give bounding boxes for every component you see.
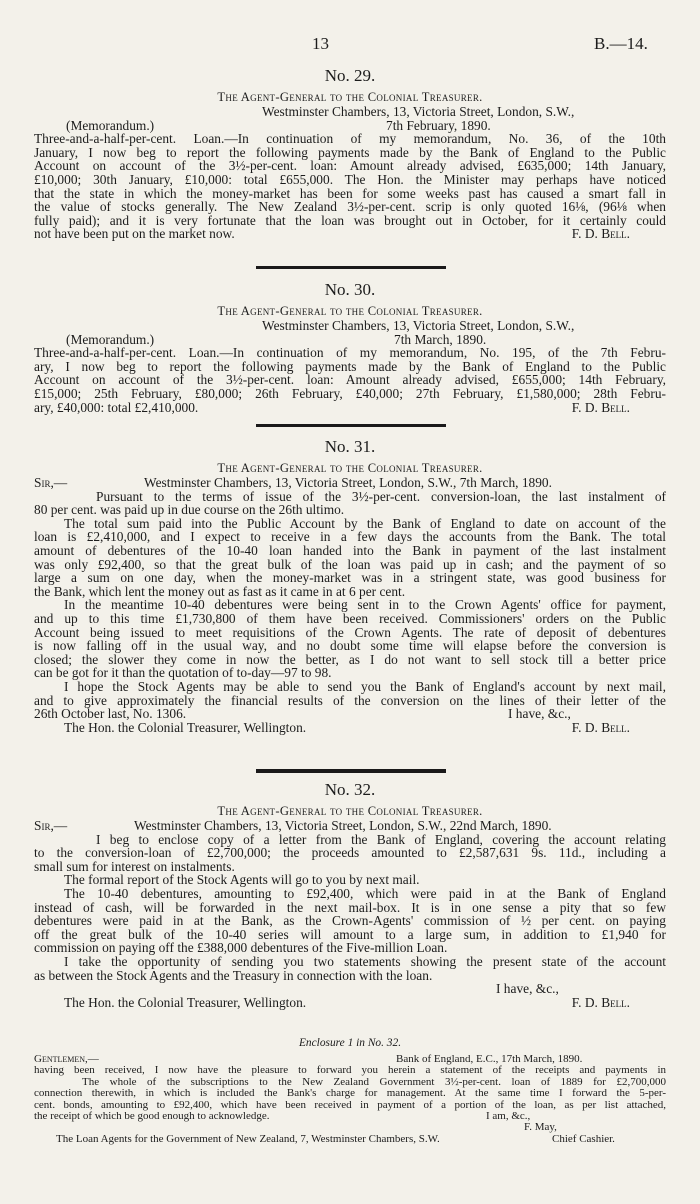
document-heading: The Agent-General to the Colonial Treasurer. [217,804,483,818]
body-line: not have been put on the market now. [34,226,235,242]
document-number: No. 32. [324,780,376,799]
page-header [0,34,700,54]
body-line: Account on account of the 3½-per-cent. loan: Amount already advised, £655,000; 14th February, [34,372,666,388]
signature: F. D. Bell. [571,399,630,415]
body-line: In the meantime 10-40 debentures were being sent in to the Crown Agents' office for payment, [64,597,666,613]
memo-label: (Memorandum.) [66,117,155,133]
body-line: ary, I now beg to report the following payments made by the Bank of England to the Public [34,358,666,374]
document-29 [34,66,666,241]
body-line: I hope the Stock Agents may be able to send you the Bank of England's account by next mail, [64,678,666,694]
body-line: and to give approximately the financial results of the conversion on the lines of their letter of the [34,692,666,708]
enclosure-signer: F. May, [524,1121,557,1134]
body-line: £15,000; 25th February, £80,000; 26th February, £40,000; 27th February, £1,580,000; 28th Febru- [34,385,666,401]
body-line: large a sum on one day, when the money-market was in a stringent state, was good business for [34,570,666,586]
body-line: is now falling off in the usual way, and no doubt some time will elapse before the conversion is [34,638,666,654]
enclosure-salutation-row [34,1054,666,1065]
enclosure-1 [34,1037,666,1145]
body-line: the value of stocks generally. The New Zealand 3½-per-cent. scrip is only quoted 16⅛, (96⅛ when [34,199,666,215]
addressee-row [34,721,666,735]
closing-row [34,401,666,415]
body-line: to the conversion-loan of £2,700,000; the proceeds amounted to £2,587,631 9s. 11d., including a [34,845,666,861]
document-number: No. 30. [324,280,376,299]
body-line: loan is £2,410,000, and I expect to receive in a few days the accounts from the Bank. The total [34,529,666,545]
memo-label: (Memorandum.) [66,331,155,347]
enclosure-salutation: Gentlemen,— [34,1053,99,1065]
body-line: and up to this time £1,730,800 of them have been received. Commissioners' orders on the Public [34,610,666,626]
letter-date: 7th March, 1890. [394,331,487,347]
signature: F. D. Bell. [571,719,630,735]
body-line: instead of cash, will be forwarded in the next mail-box. It is in one sense a pity that so few [34,899,666,915]
body-line: I take the opportunity of sending you two statements showing the present state of the account [64,953,666,969]
signature: F. D. Bell. [571,994,630,1010]
enclosure-closing: I am, &c., [486,1110,531,1123]
enclosure-addressee-row [34,1134,666,1145]
body-line: ary, £40,000: total £2,410,000. [34,399,199,415]
body-line: January, I now beg to report the following payments made by the Bank of England to the Public [34,144,666,160]
address-date: Westminster Chambers, 13, Victoria Street, London, S.W., 7th March, 1890. [144,475,552,490]
sender-address: Westminster Chambers, 13, Victoria Street, London, S.W., [262,318,575,333]
enclosure-title: Enclosure 1 in No. 32. [298,1037,402,1049]
addressee: The Hon. the Colonial Treasurer, Wellington. [64,719,307,735]
section-divider [256,769,446,773]
addressee-row [34,996,666,1010]
body-line: as between the Stock Agents and the Treasury in connection with the loan. [34,967,433,983]
body-line: commission on paying off the £388,000 debentures of the Five-million Loan. [34,940,448,956]
enclosure-ack-row [34,1111,666,1122]
closing: I have, &c., [508,706,571,722]
body-line: can be got for it than the quotation of to-day—97 to 98. [34,665,332,681]
body-line: The total sum paid into the Public Account by the Bank of England to date on account of the [64,515,666,531]
enclosure-line: cent. bonds, amounting to £92,400, which have been received in payment of a portion of the loan, as per list attached, [34,1098,666,1111]
body-line: was only £92,400, so that the great bulk of the loan was paid up in cash; and the payment of so [34,556,666,572]
body-line: that the state in which the money-market has been for some weeks past has caused a smart fall in [34,185,666,201]
letter-date: 7th February, 1890. [386,117,491,133]
signature: F. D. Bell. [571,226,630,242]
body-line: amount of debentures of the 10-40 loan handed into the Bank in payment of the last instalment [34,542,666,558]
body-line: £10,000; 30th January, £10,000: total £655,000. The Hon. the Minister may perhaps have noticed [34,171,666,187]
document-31 [34,437,666,734]
salutation: Sir,— [34,818,68,833]
memo-date-row [34,119,666,133]
body-line: 80 per cent. was paid up in due course on the 26th ultimo. [34,502,345,518]
body-line: fully paid); and it is very fortunate that the loan was brought out in October, for it certainly could [34,212,666,228]
address-date: Westminster Chambers, 13, Victoria Street, London, S.W., 22nd March, 1890. [134,818,552,833]
salutation: Sir,— [34,475,68,490]
page-reference: B.—14. [594,34,648,53]
enclosure-line: the receipt of which be good enough to acknowledge. [34,1110,270,1123]
document-number: No. 29. [324,66,376,85]
enclosure-line: having been received, I now have the pleasure to forward you herein a statement of the receipts and payments in [34,1064,666,1077]
section-divider [256,424,446,427]
body-line: off the great bulk of the 10-40 series will amount to a large sum, in addition to £1,940 for [34,926,666,942]
enclosure-line: The whole of the subscriptions to the New Zealand Government 3½-per-cent. loan of 1889 for £2,700,000 [82,1075,666,1088]
enclosure-place-date: Bank of England, E.C., 17th March, 1890. [396,1053,583,1065]
document-heading: The Agent-General to the Colonial Treasurer. [217,461,483,475]
body-line: I beg to enclose copy of a letter from the Bank of England, covering the account relating [96,831,666,847]
body-line: the Bank, which lent the money out as fast as it came in at 6 per cent. [34,583,406,599]
enclosure-addressee: The Loan Agents for the Government of New Zealand, 7, Westminster Chambers, S.W. [56,1132,440,1145]
body-line: Three-and-a-half-per-cent. Loan.—In continuation of my memorandum, No. 36, of the 10th [34,131,666,147]
closing-row [34,227,666,241]
document-32 [34,780,666,1009]
body-line: Pursuant to the terms of issue of the 3½-per-cent. conversion-loan, the last instalment of [96,488,666,504]
page-number: 13 [312,34,329,53]
body-line: Account being issued to meet requisitions of the Crown Agents. The rate of deposit of debentures [34,624,666,640]
sender-address: Westminster Chambers, 13, Victoria Street, London, S.W., [262,104,575,119]
body-line: Three-and-a-half-per-cent. Loan.—In continuation of my memorandum, No. 195, of the 7th Febru- [34,345,666,361]
addressee: The Hon. the Colonial Treasurer, Wellington. [64,994,307,1010]
closing-row [34,707,666,721]
document-30 [34,280,666,414]
memo-date-row [34,333,666,347]
body-line: closed; the slower they come in now the better, as I do not want to sell stock till a better price [34,651,666,667]
body-line: The formal report of the Stock Agents will go to you by next mail. [64,872,420,888]
document-heading: The Agent-General to the Colonial Treasurer. [217,90,483,104]
document-heading: The Agent-General to the Colonial Treasurer. [217,304,483,318]
enclosure-line: connection therewith, in which is included the Bank's charge for management. At the same time I forward the 5-per- [34,1087,666,1100]
section-divider [256,266,446,269]
body-line: debentures were paid in at the Bank, as the Crown-Agents' commission of ½ per cent. on paying [34,913,666,929]
closing: I have, &c., [496,981,559,997]
body-line: The 10-40 debentures, amounting to £92,400, which were paid in at the Bank of England [64,885,666,901]
salutation-row [34,476,666,490]
body-line: 26th October last, No. 1306. [34,706,187,722]
enclosure-signer-title: Chief Cashier. [552,1132,615,1145]
document-number: No. 31. [324,437,376,456]
body-line: Account on account of the 3½-per-cent. loan: Amount already advised, £635,000; 14th January, [34,158,666,174]
salutation-row [34,819,666,833]
body-line: small sum for interest on instalments. [34,858,235,874]
